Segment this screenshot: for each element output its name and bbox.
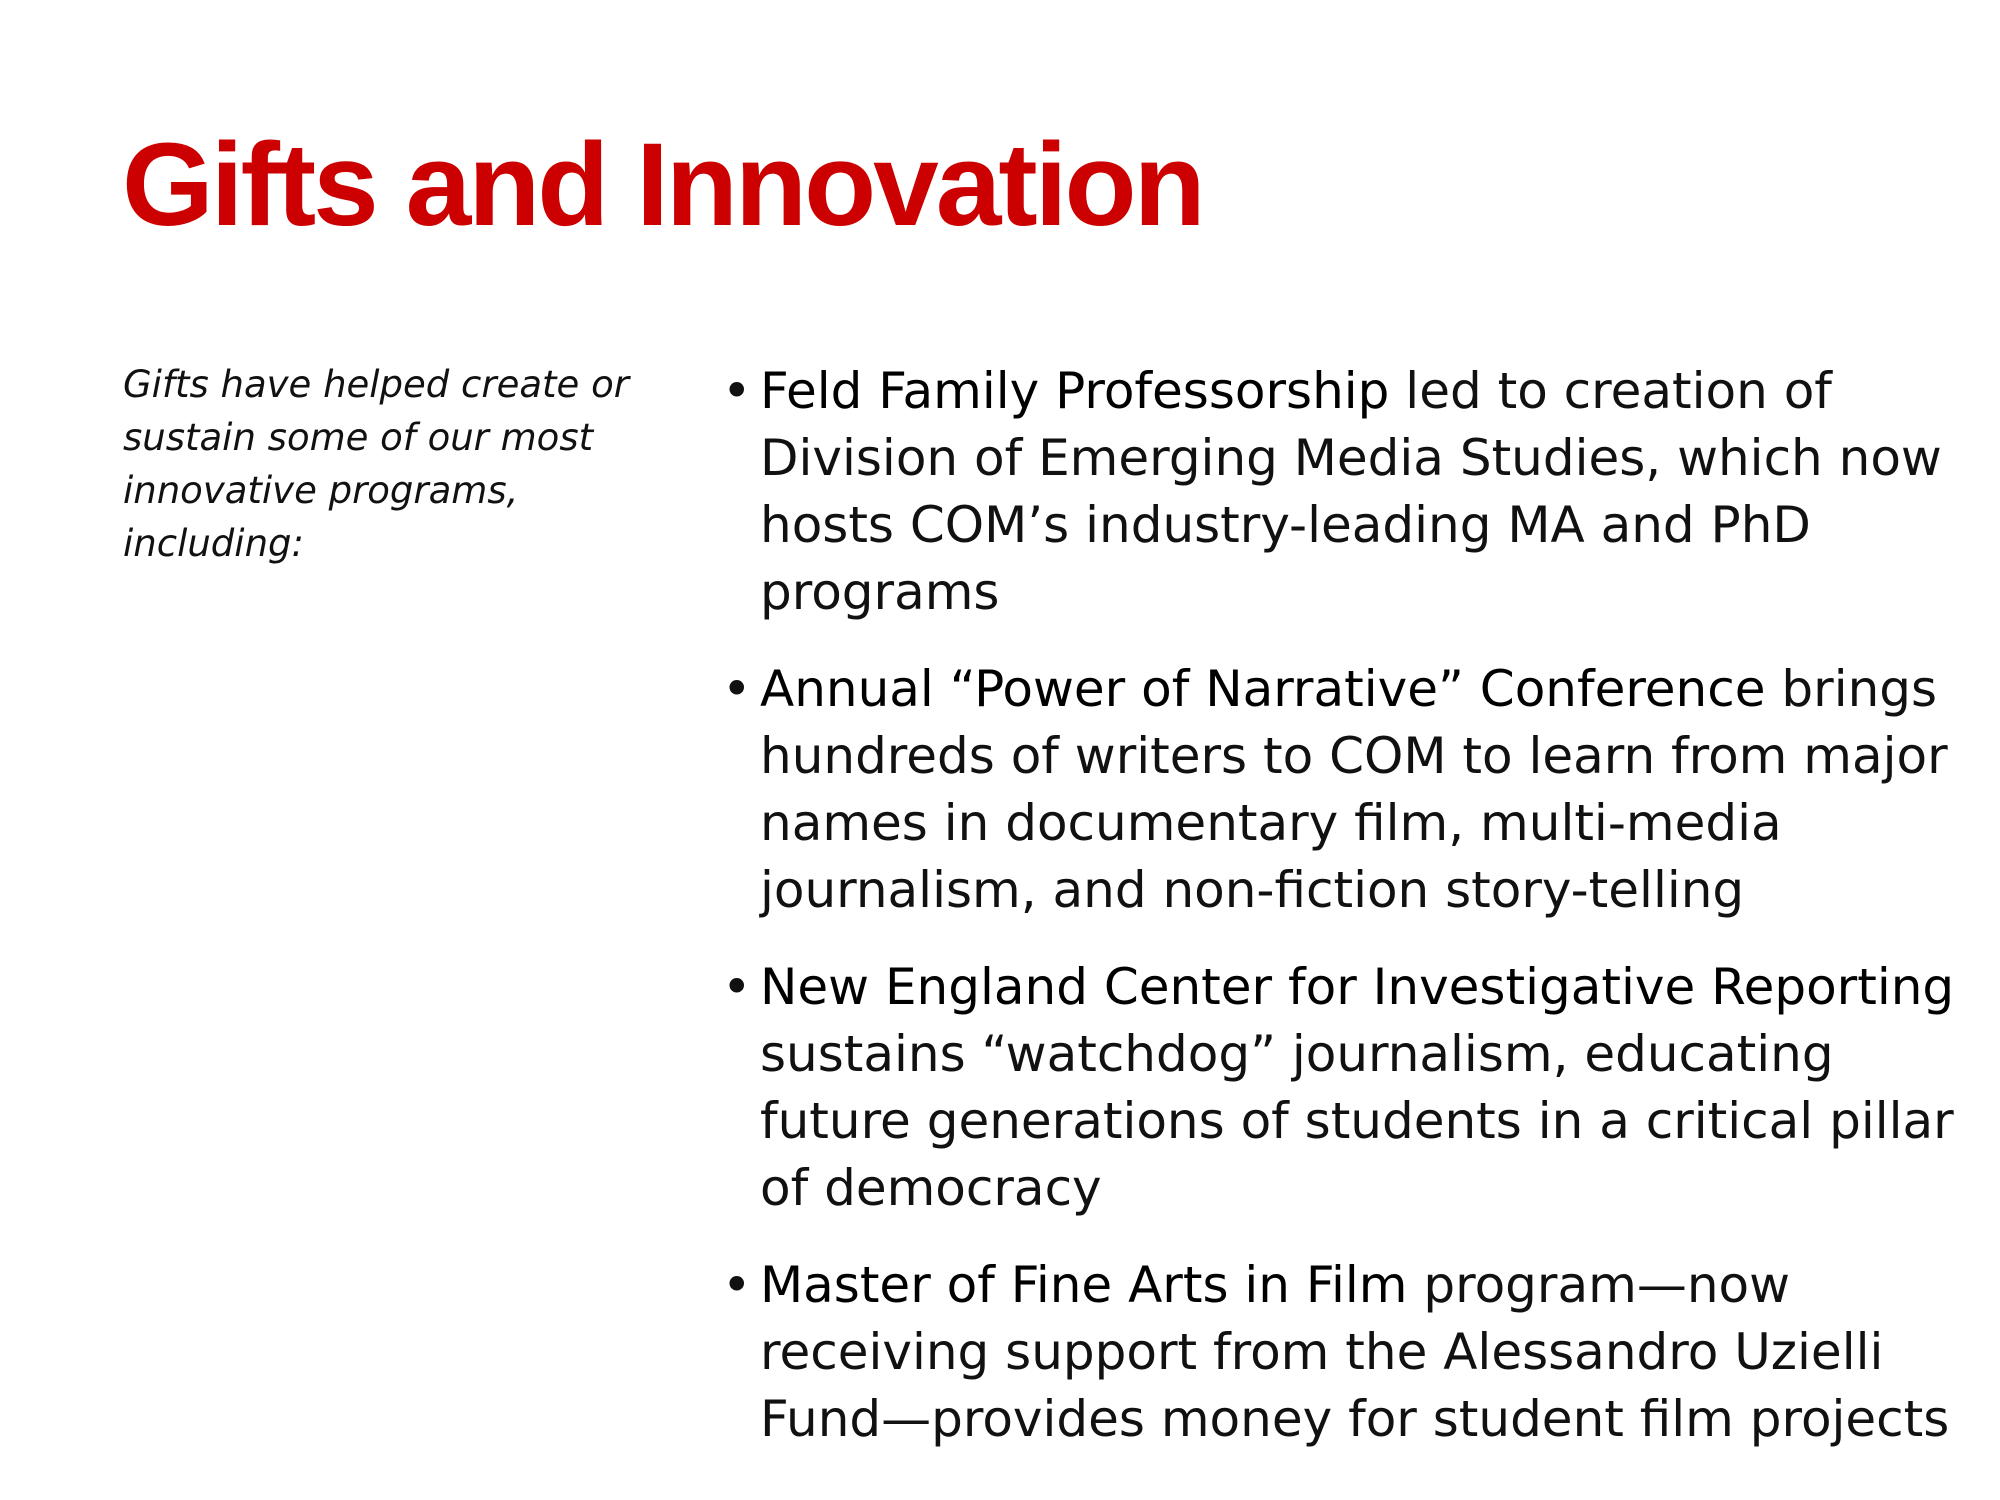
intro-text: Gifts have helped create or sustain some of our most innovative programs, including: bbox=[123, 363, 629, 565]
slide-title: Gifts and Innovation bbox=[122, 119, 1203, 251]
item-lead: Master of Fine Arts in Film bbox=[760, 1256, 1408, 1314]
item-description: brings hundreds of writers to COM to learn from major names in documentary film, multi-media journalism, and non-fiction story-telling bbox=[760, 660, 1948, 919]
item-lead: Feld Family Professorship bbox=[760, 362, 1390, 420]
list-item bbox=[722, 954, 1972, 1222]
item-description: sustains “watchdog” journalism, educating future generations of students in a critical pillar of democracy bbox=[760, 1025, 1954, 1217]
list-item bbox=[722, 1252, 1972, 1453]
item-lead: New England Center for Investigative Reporting bbox=[760, 958, 1955, 1016]
program-list bbox=[722, 358, 1972, 1483]
bullet-icon: • bbox=[722, 1256, 752, 1314]
item-description: program—now receiving support from the Alessandro Uzielli Fund—provides money for student film projects bbox=[760, 1256, 1950, 1448]
list-item bbox=[722, 656, 1972, 924]
bullet-icon: • bbox=[722, 660, 752, 718]
item-description: led to creation of Division of Emerging Media Studies, which now hosts COM’s industry-leading MA and PhD programs bbox=[760, 362, 1942, 621]
item-lead: Annual “Power of Narrative” Conference bbox=[760, 660, 1766, 718]
bullet-icon: • bbox=[722, 362, 752, 420]
bullet-icon: • bbox=[722, 958, 752, 1016]
list-item bbox=[722, 358, 1972, 626]
